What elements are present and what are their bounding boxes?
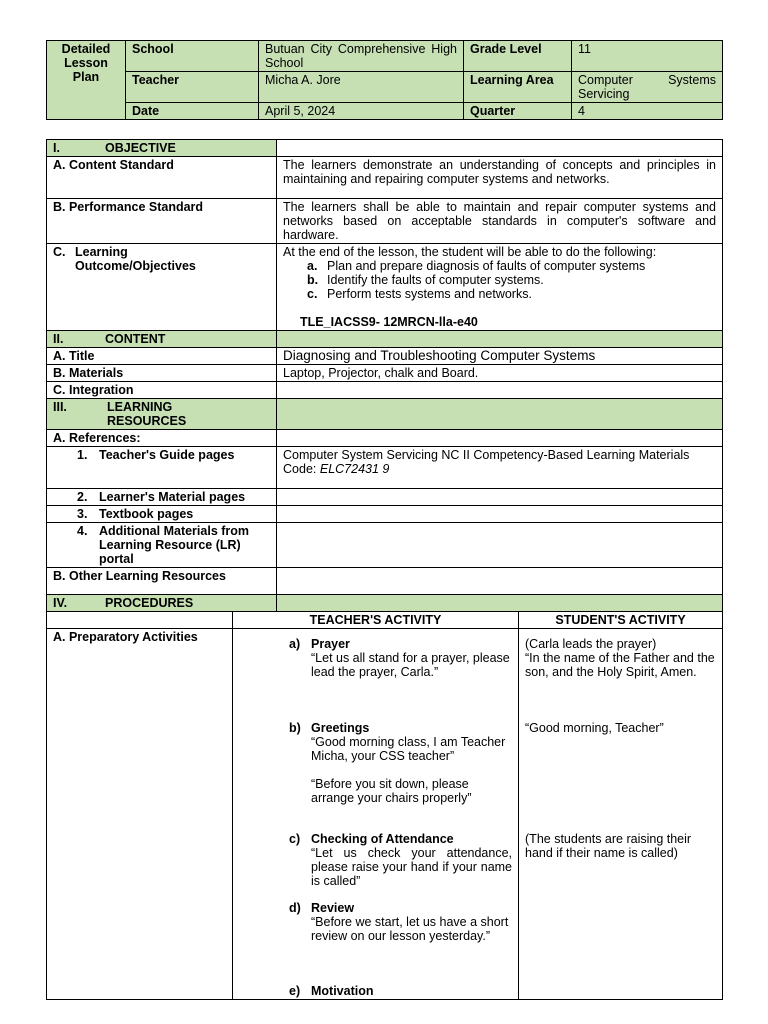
teachers-guide-label: 1. Teacher's Guide pages (47, 447, 277, 489)
learning-outcome-label: C. Learning Outcome/Objectives (47, 244, 277, 331)
student-activity-cell (519, 629, 723, 1000)
learners-material-value (277, 489, 723, 506)
content-heading: II. CONTENT (47, 331, 277, 348)
plan-label: Detailed Lesson Plan (47, 41, 126, 120)
content-standard-value: The learners demonstrate an understanding of concepts and principles in maintaining and repairing computer systems and networks. (277, 157, 723, 199)
objective-heading: I. OBJECTIVE (47, 140, 277, 157)
integration-label: C. Integration (47, 382, 277, 399)
title-value: Diagnosing and Troubleshooting Computer Systems (277, 348, 723, 365)
school-value: Butuan City Comprehensive High School (259, 41, 464, 72)
performance-standard-value: The learners shall be able to maintain and repair computer systems and networks based on acceptable standards in computer's software and hardware. (277, 199, 723, 244)
activity-motivation: e) Motivation (289, 984, 374, 998)
objective-list (283, 259, 716, 301)
teachers-guide-value: Computer System Servicing NC II Competency-Based Learning Materials Code: ELC72431 9 (277, 447, 723, 489)
resources-heading: III. LEARNING RESOURCES (47, 399, 277, 430)
grade-value: 11 (572, 41, 723, 72)
materials-label: B. Materials (47, 365, 277, 382)
content-heading-blank (277, 331, 723, 348)
list-item: a. Plan and prepare diagnosis of faults of computer systems (307, 259, 646, 273)
date-label: Date (126, 103, 259, 120)
student-prayer: (Carla leads the prayer) “In the name of the Father and the son, and the Holy Spirit, Amen. (525, 637, 715, 679)
textbook-value (277, 506, 723, 523)
integration-value (277, 382, 723, 399)
learning-outcome-value (277, 244, 723, 331)
materials-value: Laptop, Projector, chalk and Board. (277, 365, 723, 382)
preparatory-activities-label: A. Preparatory Activities (47, 629, 233, 1000)
other-resources-value (277, 568, 723, 595)
references-label: A. References: (47, 430, 277, 447)
title-label: A. Title (47, 348, 277, 365)
teacher-label: Teacher (126, 72, 259, 103)
student-activity-header: STUDENT'S ACTIVITY (519, 612, 723, 629)
header-table (46, 40, 723, 120)
list-item: b. Identify the faults of computer systems. (307, 273, 544, 287)
list-item: c. Perform tests systems and networks. (307, 287, 532, 301)
school-label: School (126, 41, 259, 72)
content-standard-label: A. Content Standard (47, 157, 277, 199)
teacher-activity-header: TEACHER'S ACTIVITY (233, 612, 519, 629)
grade-label: Grade Level (464, 41, 572, 72)
lesson-plan-table (46, 139, 723, 1000)
additional-materials-label: 4. Additional Materials from Learning Resource (LR) portal (47, 523, 277, 568)
procedure-blank-cell (47, 612, 233, 629)
procedures-heading: IV. PROCEDURES (47, 595, 277, 612)
outcome-intro: At the end of the lesson, the student will be able to do the following: (283, 245, 657, 259)
teacher-value: Micha A. Jore (259, 72, 464, 103)
activity-prayer: a) Prayer “Let us all stand for a prayer, please lead the prayer, Carla.” (289, 637, 510, 679)
quarter-label: Quarter (464, 103, 572, 120)
references-blank (277, 430, 723, 447)
area-value: Computer Systems Servicing (572, 72, 723, 103)
performance-standard-label: B. Performance Standard (47, 199, 277, 244)
objective-heading-blank (277, 140, 723, 157)
activity-greetings: b) Greetings “Good morning class, I am Teacher Micha, your CSS teacher” “Before you sit down, please arrange your chairs properly” (289, 721, 506, 805)
quarter-value: 4 (572, 103, 723, 120)
textbook-label: 3. Textbook pages (47, 506, 277, 523)
resources-heading-blank (277, 399, 723, 430)
activity-review: d) Review “Before we start, let us have a short review on our lesson yesterday.” (289, 901, 509, 943)
additional-materials-value (277, 523, 723, 568)
learners-material-label: 2. Learner's Material pages (47, 489, 277, 506)
student-greetings: “Good morning, Teacher” (525, 721, 664, 735)
area-label: Learning Area (464, 72, 572, 103)
activity-attendance: c) Checking of Attendance “Let us check your attendance, please raise your hand if your name is called” (289, 832, 513, 888)
teacher-activity-cell (233, 629, 519, 1000)
date-value: April 5, 2024 (259, 103, 464, 120)
student-attendance: (The students are raising their hand if their name is called) (525, 832, 692, 860)
procedures-heading-blank (277, 595, 723, 612)
competency-code: TLE_IACSS9- 12MRCN-lla-e40 (300, 315, 478, 329)
other-resources-label: B. Other Learning Resources (47, 568, 277, 595)
